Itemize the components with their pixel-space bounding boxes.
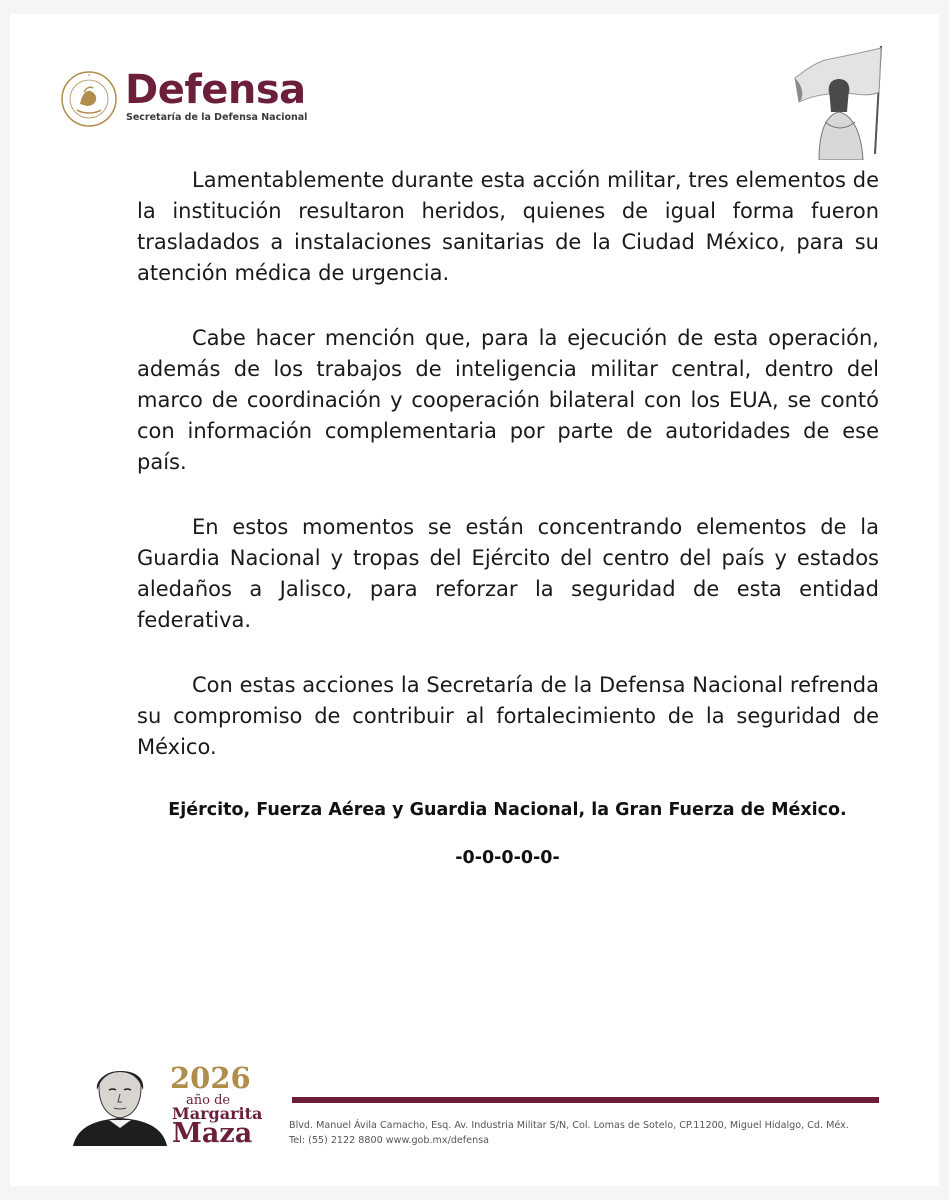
paragraph: Cabe hacer mención que, para la ejecución de esta operación, además de los trabajos de inteligencia militar central, dentro del marco de coordinación y cooperación bilateral con los EUA, se contó con información complementaria por parte de autoridades de ese país. bbox=[137, 326, 879, 474]
closing-slogan: Ejército, Fuerza Aérea y Guardia Nacional, la Gran Fuerza de México. bbox=[168, 800, 847, 820]
footer-divider bbox=[292, 1097, 879, 1103]
logo-subtitle: Secretaría de la Defensa Nacional bbox=[126, 112, 308, 123]
paragraph: En estos momentos se están concentrando elementos de la Guardia Nacional y tropas del Ejército del centro del país y estados aledaños a Jalisco, para reforzar la seguridad de esta entidad federativa. bbox=[137, 515, 879, 632]
paragraph: Con estas acciones la Secretaría de la Defensa Nacional refrenda su compromiso de contribuir al fortalecimiento de la seguridad de México. bbox=[137, 673, 879, 759]
year-caption-line1: año de bbox=[186, 1093, 231, 1108]
year-number: 2026 bbox=[170, 1061, 251, 1095]
national-seal-icon bbox=[60, 70, 118, 128]
footer-address bbox=[289, 1118, 889, 1148]
flag-bearer-illustration bbox=[785, 42, 895, 160]
address-line: Blvd. Manuel Ávila Camacho, Esq. Av. Industria Militar S/N, Col. Lomas de Sotelo, CP.11200, Miguel Hidalgo, Cd. Méx. bbox=[289, 1120, 849, 1131]
margarita-maza-portrait bbox=[73, 1058, 167, 1146]
logo-title: Defensa bbox=[125, 67, 306, 113]
year-caption-line2: Margarita bbox=[172, 1104, 263, 1123]
end-marker: -0-0-0-0-0- bbox=[455, 848, 560, 868]
paragraph: Lamentablemente durante esta acción militar, tres elementos de la institución resultaron heridos, quienes de igual forma fueron trasladados a instalaciones sanitarias de la Ciudad México, para su atención médica de urgencia. bbox=[137, 168, 879, 285]
year-caption-line3: Maza bbox=[172, 1118, 253, 1149]
contact-line: Tel: (55) 2122 8800 www.gob.mx/defensa bbox=[289, 1135, 490, 1146]
